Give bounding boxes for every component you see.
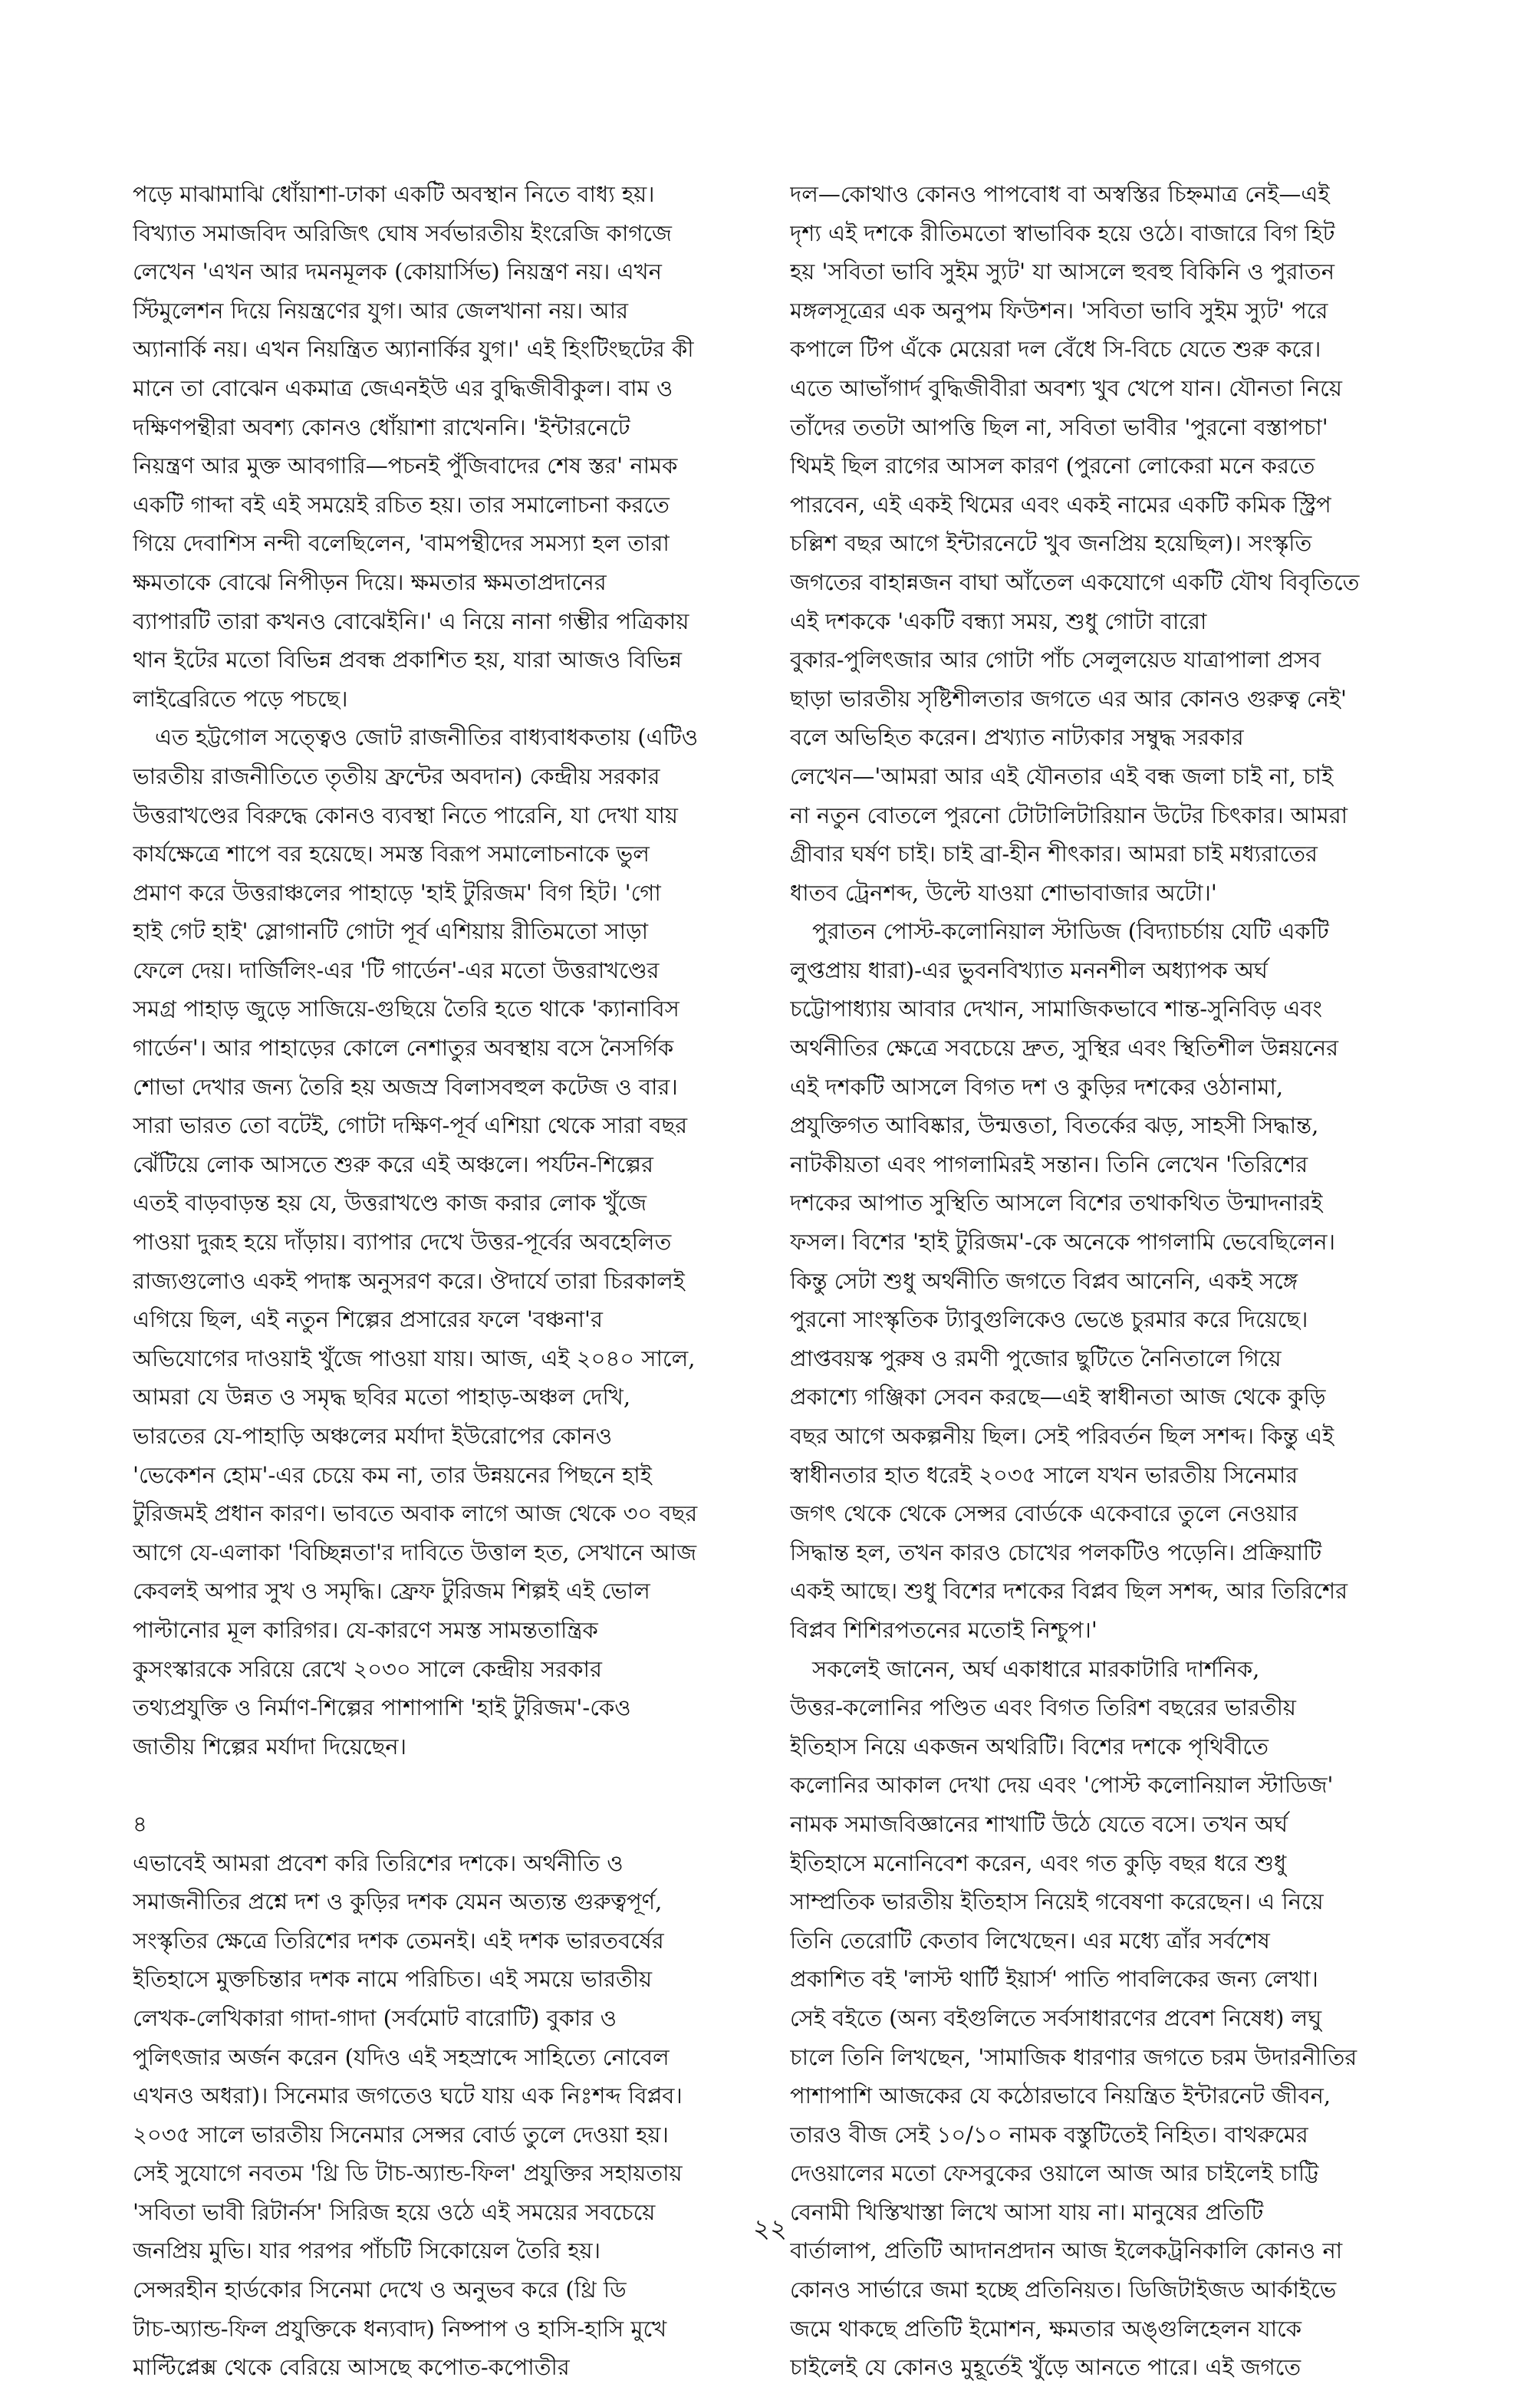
text-line: জনপ্রিয় মুভি। যার পরপর পাঁচটি সিকোয়েল তৈরি হয়।: [133, 2237, 601, 2264]
text-line: লেখেন 'এখন আর দমনমূলক (কোয়ার্সিভ) নিয়ন্ত্রণ নয়। এখন: [133, 258, 662, 285]
text-line: পুরাতন পোস্ট-কলোনিয়াল স্টাডিজ (বিদ্যাচর্চায় যেটি একটি: [790, 918, 1329, 945]
text-line: সকলেই জানেন, অর্ঘ একাধারে মারকাটারি দার্শনিক,: [790, 1655, 1260, 1682]
text-line: দল—কোথাও কোনও পাপবোধ বা অস্বস্তির চিহ্নমাত্র নেই—এই: [790, 181, 1330, 207]
right-column: [790, 175, 1403, 2387]
text-line: প্রাপ্তবয়স্ক পুরুষ ও রমণী পুজোর ছুটিতে নৈনিতালে গিয়ে: [790, 1345, 1282, 1371]
text-line: পারবেন, এই একই থিমের এবং একই নামের একটি কমিক স্ট্রিপ: [790, 491, 1331, 518]
text-line: এই দশককে 'একটি বন্ধ্যা সময়, শুধু গোটা বারো: [790, 607, 1207, 634]
text-line: ২০৩৫ সালে ভারতীয় সিনেমার সেন্সর বোর্ড তুলে দেওয়া হয়।: [133, 2121, 669, 2148]
text-line: কেবলই অপার সুখ ও সমৃদ্ধি। ফ্রেফ টুরিজম শিল্পই এই ভোল: [133, 1578, 650, 1605]
text-line: বলে অভিহিত করেন। প্রখ্যাত নাট্যকার সম্বুদ্ধ সরকার: [790, 724, 1244, 751]
text-line: সেন্সরহীন হার্ডকোর সিনেমা দেখে ও অনুভব করে (থ্রি ডি: [133, 2277, 627, 2303]
text-line: লাইব্রেরিতে পড়ে পচছে।: [133, 685, 348, 712]
text-line: জগতের বাহান্নজন বাঘা আঁতেল একযোগে একটি যৌথ বিবৃতিতে: [790, 568, 1360, 595]
text-line: এত হট্টগোল সত্ত্বেও জোট রাজনীতির বাধ্যবাধকতায় (এটিও: [133, 724, 699, 751]
text-line: উত্তর-কলোনির পণ্ডিত এবং বিগত তিরিশ বছরের ভারতীয়: [790, 1694, 1296, 1721]
text-line: স্বাধীনতার হাত ধরেই ২০৩৫ সালে যখন ভারতীয় সিনেমার: [790, 1461, 1298, 1488]
text-line: আগে যে-এলাকা 'বিচ্ছিন্নতা'র দাবিতে উত্তাল হত, সেখানে আজ: [133, 1539, 697, 1566]
text-line: দৃশ্য এই দশকে রীতিমতো স্বাভাবিক হয়ে ওঠে। বাজারে বিগ হিট: [790, 219, 1335, 246]
text-line: তথ্যপ্রযুক্তি ও নির্মাণ-শিল্পের পাশাপাশি 'হাই টুরিজম'-কেও: [133, 1694, 631, 1721]
text-line: ভারতীয় রাজনীতিতে তৃতীয় ফ্রন্টের অবদান) কেন্দ্রীয় সরকার: [133, 762, 660, 789]
text-line: থান ইটের মতো বিভিন্ন প্রবন্ধ প্রকাশিত হয়, যারা আজও বিভিন্ন: [133, 647, 683, 673]
text-line: পাল্টানোর মূল কারিগর। যে-কারণে সমস্ত সামন্ততান্ত্রিক: [133, 1616, 598, 1643]
text-line: দশকের আপাত সুস্থিতি আসলে বিশের তথাকথিত উন্মাদনারই: [790, 1190, 1323, 1217]
text-line: টুরিজমই প্রধান কারণ। ভাবতে অবাক লাগে আজ থেকে ৩০ বছর: [133, 1500, 698, 1527]
text-line: বছর আগে অকল্পনীয় ছিল। সেই পরিবর্তন ছিল সশব্দ। কিন্তু এই: [790, 1423, 1334, 1449]
text-line: এতে আভাঁগার্দ বুদ্ধিজীবীরা অবশ্য খুব খেপে যান। যৌনতা নিয়ে: [790, 374, 1343, 401]
text-line: মঙ্গলসূত্রের এক অনুপম ফিউশন। 'সবিতা ভাবি সুইম স্যুট' পরে: [790, 297, 1328, 324]
text-line: লেখক-লেখিকারা গাদা-গাদা (সর্বমোট বারোটি) বুকার ও: [133, 2004, 617, 2031]
text-line: বিখ্যাত সমাজবিদ অরিজিৎ ঘোষ সর্বভারতীয় ইংরেজি কাগজে: [133, 219, 672, 246]
text-line: আমরা যে উন্নত ও সমৃদ্ধ ছবির মতো পাহাড়-অঞ্চল দেখি,: [133, 1384, 631, 1411]
text-line: সারা ভারত তো বটেই, গোটা দক্ষিণ-পূর্ব এশিয়া থেকে সারা বছর: [133, 1112, 688, 1139]
text-line: ঝেঁটিয়ে লোক আসতে শুরু করে এই অঞ্চলে। পর্যটন-শিল্পের: [133, 1151, 653, 1177]
text-line: শোভা দেখার জন্য তৈরি হয় অজস্র বিলাসবহুল কটেজ ও বার।: [133, 1073, 678, 1100]
text-line: নামক সমাজবিজ্ঞানের শাখাটি উঠে যেতে বসে। তখন অর্ঘ: [790, 1810, 1288, 1837]
text-line: বুকার-পুলিৎজার আর গোটা পাঁচ সেলুলয়েড যাত্রাপালা প্রসব: [790, 647, 1321, 673]
text-line: পুলিৎজার অর্জন করেন (যদিও এই সহস্রাব্দে সাহিত্যে নোবেল: [133, 2043, 670, 2070]
text-line: চালে তিনি লিখছেন, 'সামাজিক ধারণার জগতে চরম উদারনীতির: [790, 2043, 1357, 2070]
text-line: টাচ-অ্যান্ড-ফিল প্রযুক্তিকে ধন্যবাদ) নিষ্পাপ ও হাসি-হাসি মুখে: [133, 2315, 667, 2342]
text-line: উত্তরাখণ্ডের বিরুদ্ধে কোনও ব্যবস্থা নিতে পারেনি, যা দেখা যায়: [133, 802, 679, 828]
text-line: পাওয়া দুরূহ হয়ে দাঁড়ায়। ব্যাপার দেখে উত্তর-পূর্বের অবহেলিত: [133, 1229, 672, 1256]
text-line: গার্ডেন'। আর পাহাড়ের কোলে নেশাতুর অবস্থায় বসে নৈসর্গিক: [133, 1035, 674, 1062]
text-line: গ্রীবার ঘর্ষণ চাই। চাই ব্রা-হীন শীৎকার। আমরা চাই মধ্যরাতের: [790, 841, 1318, 868]
text-line: নিয়ন্ত্রণ আর মুক্ত আবগারি—পচনই পুঁজিবাদের শেষ স্তর' নামক: [133, 453, 678, 479]
text-line: ফেলে দেয়। দার্জিলিং-এর 'টি গার্ডেন'-এর মতো উত্তরাখণ্ডের: [133, 956, 660, 983]
text-line: জাতীয় শিল্পের মর্যাদা দিয়েছেন।: [133, 1733, 406, 1760]
text-line: সেই সুযোগে নবতম 'থ্রি ডি টাচ-অ্যান্ড-ফিল' প্রযুক্তির সহায়তায়: [133, 2160, 683, 2187]
text-line: মানে তা বোঝেন একমাত্র জেএনইউ এর বুদ্ধিজীবীকুল। বাম ও: [133, 374, 673, 401]
text-line: পড়ে মাঝামাঝি ধোঁয়াশা-ঢাকা একটি অবস্থান নিতে বাধ্য হয়।: [133, 181, 655, 207]
text-line: পাশাপাশি আজকের যে কঠোরভাবে নিয়ন্ত্রিত ইন্টারনেট জীবন,: [790, 2082, 1331, 2109]
text-line: সাম্প্রতিক ভারতীয় ইতিহাস নিয়েই গবেষণা করেছেন। এ নিয়ে: [790, 1888, 1324, 1915]
text-line: ফসল। বিশের 'হাই টুরিজম'-কে অনেকে পাগলামি ভেবেছিলেন।: [790, 1229, 1335, 1256]
left-column: [133, 175, 746, 2387]
text-line: অ্যানার্কি নয়। এখন নিয়ন্ত্রিত অ্যানার্কির যুগ।' এই হিংটিংছটের কী: [133, 336, 694, 363]
text-line: এভাবেই আমরা প্রবেশ করি তিরিশের দশকে। অর্থনীতি ও: [133, 1849, 624, 1876]
text-line: লেখেন—'আমরা আর এই যৌনতার এই বন্ধ জলা চাই না, চাই: [790, 762, 1334, 789]
text-line: প্রকাশিত বই 'লাস্ট থার্টি ইয়ার্স' পাতি পাবলিকের জন্য লেখা।: [790, 1966, 1318, 1993]
text-line: সিদ্ধান্ত হল, তখন কারও চোখের পলকটিও পড়েনি। প্রক্রিয়াটি: [790, 1539, 1322, 1566]
text-line: ইতিহাসে মুক্তচিন্তার দশক নামে পরিচিত। এই সময়ে ভারতীয়: [133, 1966, 653, 1993]
text-line: তাঁদের ততটা আপত্তি ছিল না, সবিতা ভাবীর 'পুরনো বস্তাপচা': [790, 413, 1328, 440]
text-line: এগিয়ে ছিল, এই নতুন শিল্পের প্রসারের ফলে 'বঞ্চনা'র: [133, 1306, 603, 1333]
text-line: চাইলেই যে কোনও মুহূর্তেই খুঁড়ে আনতে পারে। এই জগতে: [790, 2354, 1301, 2381]
text-line: বার্তালাপ, প্রতিটি আদানপ্রদান আজ ইলেকট্রনিকালি কোনও না: [790, 2237, 1343, 2264]
text-line: সংস্কৃতির ক্ষেত্রে তিরিশের দশক তেমনই। এই দশক ভারতবর্ষের: [133, 1927, 664, 1954]
text-line: তারও বীজ সেই ১০/১০ নামক বস্তুটিতেই নিহিত। বাথরুমের: [790, 2121, 1308, 2148]
text-line: কলোনির আকাল দেখা দেয় এবং 'পোস্ট কলোনিয়াল স্টাডিজ': [790, 1772, 1334, 1799]
text-line: না নতুন বোতলে পুরনো টোটালিটারিয়ান উটের চিৎকার। আমরা: [790, 802, 1348, 828]
text-line: কোনও সার্ভারে জমা হচ্ছে প্রতিনিয়ত। ডিজিটাইজড আর্কাইভে: [790, 2277, 1337, 2303]
text-line: থিমই ছিল রাগের আসল কারণ (পুরনো লোকেরা মনে করতে: [790, 453, 1315, 479]
text-line: পুরনো সাংস্কৃতিক ট্যাবুগুলিকেও ভেঙে চুরমার করে দিয়েছে।: [790, 1306, 1308, 1333]
text-line: প্রকাশ্যে গঞ্জিকা সেবন করছে—এই স্বাধীনতা আজ থেকে কুড়ি: [790, 1384, 1326, 1411]
text-line: এই দশকটি আসলে বিগত দশ ও কুড়ির দশকের ওঠানামা,: [790, 1073, 1284, 1100]
text-line: ইতিহাসে মনোনিবেশ করেন, এবং গত কুড়ি বছর ধরে শুধু: [790, 1849, 1287, 1876]
page-number: ২২: [752, 2214, 788, 2244]
text-line: হাই গেট হাই' স্লোগানটি গোটা পূর্ব এশিয়ায় রীতিমতো সাড়া: [133, 918, 649, 945]
text-line: নাটকীয়তা এবং পাগলামিরই সন্তান। তিনি লেখেন 'তিরিশের: [790, 1151, 1308, 1177]
text-line: ছাড়া ভারতীয় সৃষ্টিশীলতার জগতে এর আর কোনও গুরুত্ব নেই': [790, 685, 1347, 712]
text-line: ব্যাপারটি তারা কখনও বোঝেইনি।' এ নিয়ে নানা গম্ভীর পত্রিকায়: [133, 607, 689, 634]
text-line: মাল্টিপ্লেক্স থেকে বেরিয়ে আসছে কপোত-কপোতীর: [133, 2354, 570, 2381]
text-line: বেনামী খিস্তিখাস্তা লিখে আসা যায় না। মানুষের প্রতিটি: [790, 2198, 1264, 2225]
text-line: একই আছে। শুধু বিশের দশকের বিপ্লব ছিল সশব্দ, আর তিরিশের: [790, 1578, 1348, 1605]
text-line: 'ভেকেশন হোম'-এর চেয়ে কম না, তার উন্নয়নের পিছনে হাই: [133, 1461, 652, 1488]
text-line: দক্ষিণপন্থীরা অবশ্য কোনও ধোঁয়াশা রাখেননি। 'ইন্টারনেটে: [133, 413, 630, 440]
text-line: বিপ্লব শিশিরপতনের মতোই নিশ্চুপ।': [790, 1616, 1097, 1643]
text-line: স্টিমুলেশন দিয়ে নিয়ন্ত্রণের যুগ। আর জেলখানা নয়। আর: [133, 297, 629, 324]
text-line: জগৎ থেকে থেকে সেন্সর বোর্ডকে একেবারে তুলে নেওয়ার: [790, 1500, 1298, 1527]
text-line: কার্যক্ষেত্রে শাপে বর হয়েছে। সমস্ত বিরূপ সমালোচনাকে ভুল: [133, 841, 650, 868]
text-line: [133, 1766, 746, 1805]
text-line: প্রযুক্তিগত আবিষ্কার, উন্মত্ততা, বিতর্কের ঝড়, সাহসী সিদ্ধান্ত,: [790, 1112, 1319, 1139]
text-line: একটি গাব্দা বই এই সময়েই রচিত হয়। তার সমালোচনা করতে: [133, 491, 670, 518]
text-line: অভিযোগের দাওয়াই খুঁজে পাওয়া যায়। আজ, এই ২০৪০ সালে,: [133, 1345, 696, 1371]
text-line: সমাজনীতির প্রশ্নে দশ ও কুড়ির দশক যেমন অত্যন্ত গুরুত্বপূর্ণ,: [133, 1888, 663, 1915]
text-line: এখনও অধরা)। সিনেমার জগতেও ঘটে যায় এক নিঃশব্দ বিপ্লব।: [133, 2082, 683, 2109]
text-line: ৪: [133, 1810, 147, 1837]
text-line: রাজ্যগুলোও একই পদাঙ্ক অনুসরণ করে। ঔদার্যে তারা চিরকালই: [133, 1267, 685, 1294]
text-line: এতই বাড়বাড়ন্ত হয় যে, উত্তরাখণ্ডে কাজ করার লোক খুঁজে: [133, 1190, 647, 1217]
text-line: দেওয়ালের মতো ফেসবুকের ওয়ালে আজ আর চাইলেই চাট্টি: [790, 2160, 1319, 2187]
text-line: চট্টোপাধ্যায় আবার দেখান, সামাজিকভাবে শান্ত-সুনিবিড় এবং: [790, 996, 1323, 1022]
text-line: হয় 'সবিতা ভাবি সুইম স্যুট' যা আসলে হুবহু বিকিনি ও পুরাতন: [790, 258, 1335, 285]
text-line: ধাতব ট্রেনশব্দ, উল্টে যাওয়া শোভাবাজার অটো।': [790, 879, 1217, 906]
text-line: জমে থাকছে প্রতিটি ইমোশন, ক্ষমতার অঙ্গুলিহেলন যাকে: [790, 2315, 1302, 2342]
text-line: কপালে টিপ এঁকে মেয়েরা দল বেঁধে সি-বিচে যেতে শুরু করে।: [790, 336, 1321, 363]
text-line: ক্ষমতাকে বোঝে নিপীড়ন দিয়ে। ক্ষমতার ক্ষমতাপ্রদানের: [133, 568, 607, 595]
text-line: গিয়ে দেবাশিস নন্দী বলেছিলেন, 'বামপন্থীদের সমস্যা হল তারা: [133, 530, 670, 557]
text-line: কিন্তু সেটা শুধু অর্থনীতি জগতে বিপ্লব আনেনি, একই সঙ্গে: [790, 1267, 1298, 1294]
text-line: প্রমাণ করে উত্তরাঞ্চলের পাহাড়ে 'হাই টুরিজম' বিগ হিট। 'গো: [133, 879, 661, 906]
text-line: তিনি তেরোটি কেতাব লিখেছেন। এর মধ্যে ত্রাঁর সর্বশেষ: [790, 1927, 1270, 1954]
text-line: সেই বইতে (অন্য বইগুলিতে সর্বসাধারণের প্রবেশ নিষেধ) লঘু: [790, 2004, 1322, 2031]
text-line: কুসংস্কারকে সরিয়ে রেখে ২০৩০ সালে কেন্দ্রীয় সরকার: [133, 1655, 602, 1682]
text-line: ইতিহাস নিয়ে একজন অথরিটি। বিশের দশকে পৃথিবীতে: [790, 1733, 1269, 1760]
text-line: 'সবিতা ভাবী রিটার্নস' সিরিজ হয়ে ওঠে এই সময়ের সবচেয়ে: [133, 2198, 656, 2225]
text-line: সমগ্র পাহাড় জুড়ে সাজিয়ে-গুছিয়ে তৈরি হতে থাকে 'ক্যানাবিস: [133, 996, 680, 1022]
text-line: ভারতের যে-পাহাড়ি অঞ্চলের মর্যাদা ইউরোপের কোনও: [133, 1423, 613, 1449]
text-line: চল্লিশ বছর আগে ইন্টারনেটে খুব জনপ্রিয় হয়েছিল)। সংস্কৃতি: [790, 530, 1312, 557]
text-line: লুপ্তপ্রায় ধারা)-এর ভুবনবিখ্যাত মননশীল অধ্যাপক অর্ঘ: [790, 956, 1268, 983]
text-line: অর্থনীতির ক্ষেত্রে সবচেয়ে দ্রুত, সুস্থির এবং স্থিতিশীল উন্নয়নের: [790, 1035, 1339, 1062]
